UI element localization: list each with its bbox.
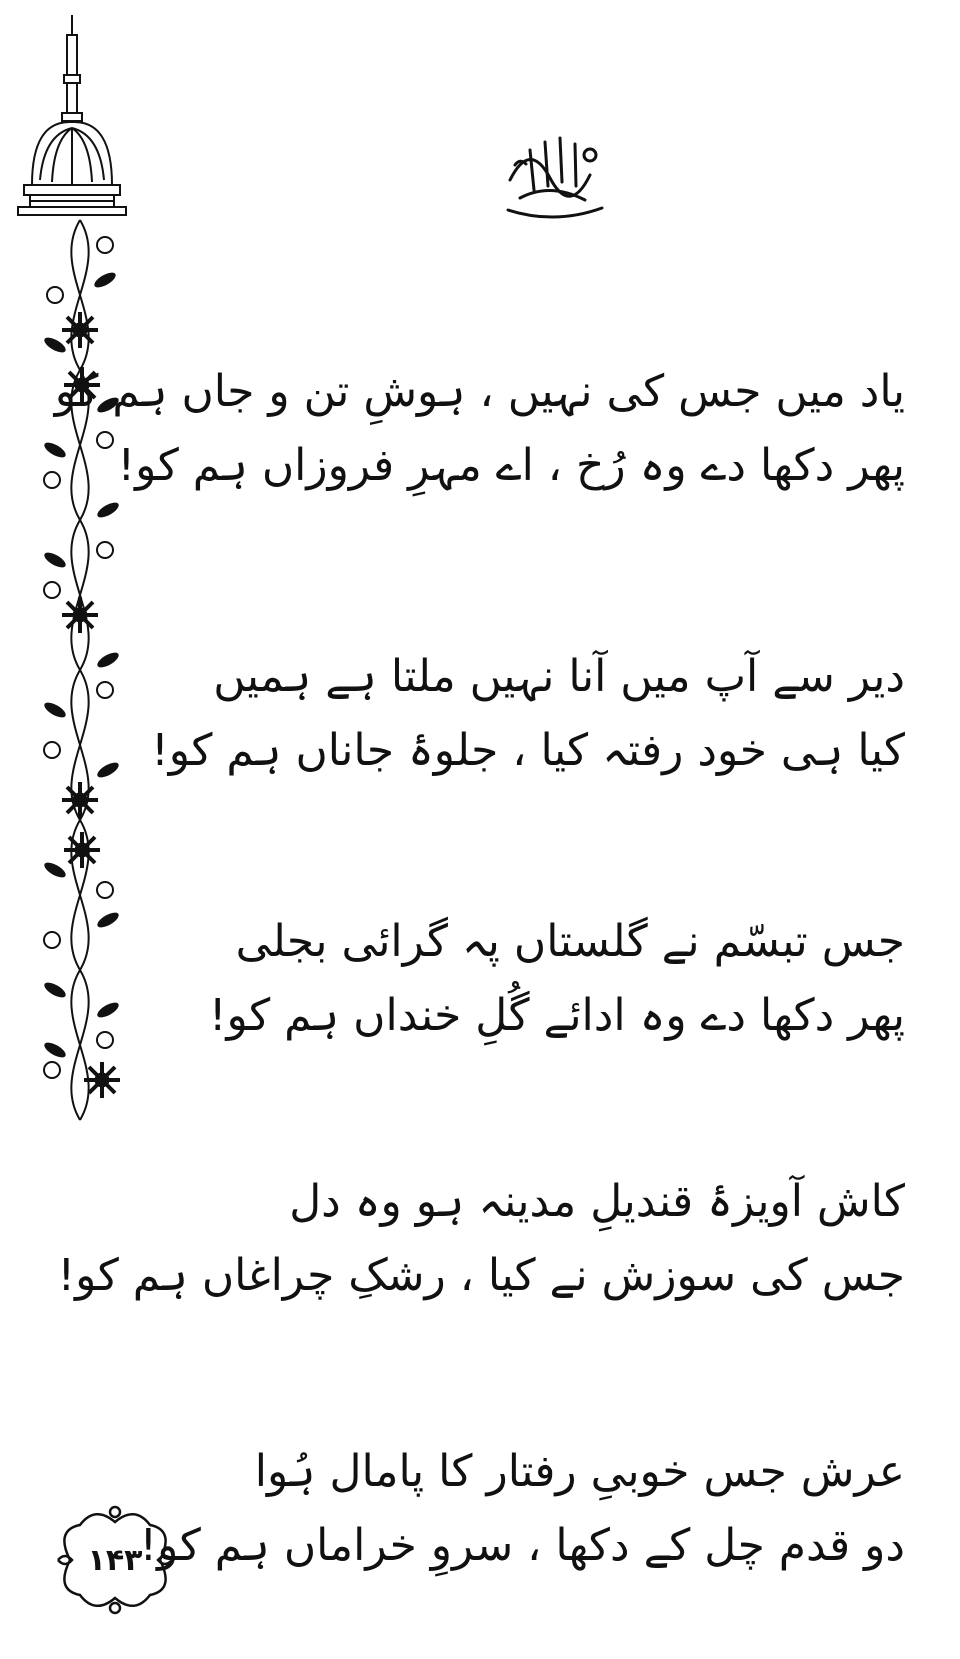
verse-line: عرش جس خوبیِ رفتار کا پامال ہُوا	[254, 1446, 905, 1497]
verse-line: جس تبسّم نے گلستاں پہ گرائی بجلی	[235, 916, 905, 967]
couplet-4	[57, 1165, 905, 1313]
mosque-dome-minaret-icon	[18, 15, 126, 215]
page-number-badge	[50, 1500, 180, 1620]
calligraphy-seal-icon	[490, 120, 620, 230]
verse-line: دیر سے آپ میں آنا نہیں ملتا ہے ہمیں	[213, 651, 905, 702]
couplet-3	[208, 905, 905, 1053]
verse-line: جس کی سوزش نے کیا ، رشکِ چراغاں ہم کو!	[57, 1250, 905, 1301]
verse-line: کاش آویزۂ قندیلِ مدینہ ہو وہ دل	[289, 1176, 905, 1227]
verse-line: پھر دکھا دے وہ رُخ ، اے مہرِ فروزاں ہم کو!	[117, 440, 905, 491]
verse-line: پھر دکھا دے وہ ادائے گُلِ خنداں ہم کو!	[208, 990, 905, 1041]
couplet-2	[151, 640, 905, 788]
verse-line: کیا ہی خود رفتہ کیا ، جلوۂ جاناں ہم کو!	[151, 725, 905, 776]
verse-line: دو قدم چل کے دکھا ، سروِ خراماں ہم کو!	[139, 1520, 905, 1571]
couplet-5	[139, 1435, 905, 1583]
couplet-1	[54, 355, 905, 503]
floral-vine-border-icon	[10, 10, 160, 1180]
verse-line: یاد میں جس کی نہیں ، ہوشِ تن و جاں ہم کو	[54, 366, 905, 417]
page-number: ۱۴۳	[87, 1542, 143, 1578]
